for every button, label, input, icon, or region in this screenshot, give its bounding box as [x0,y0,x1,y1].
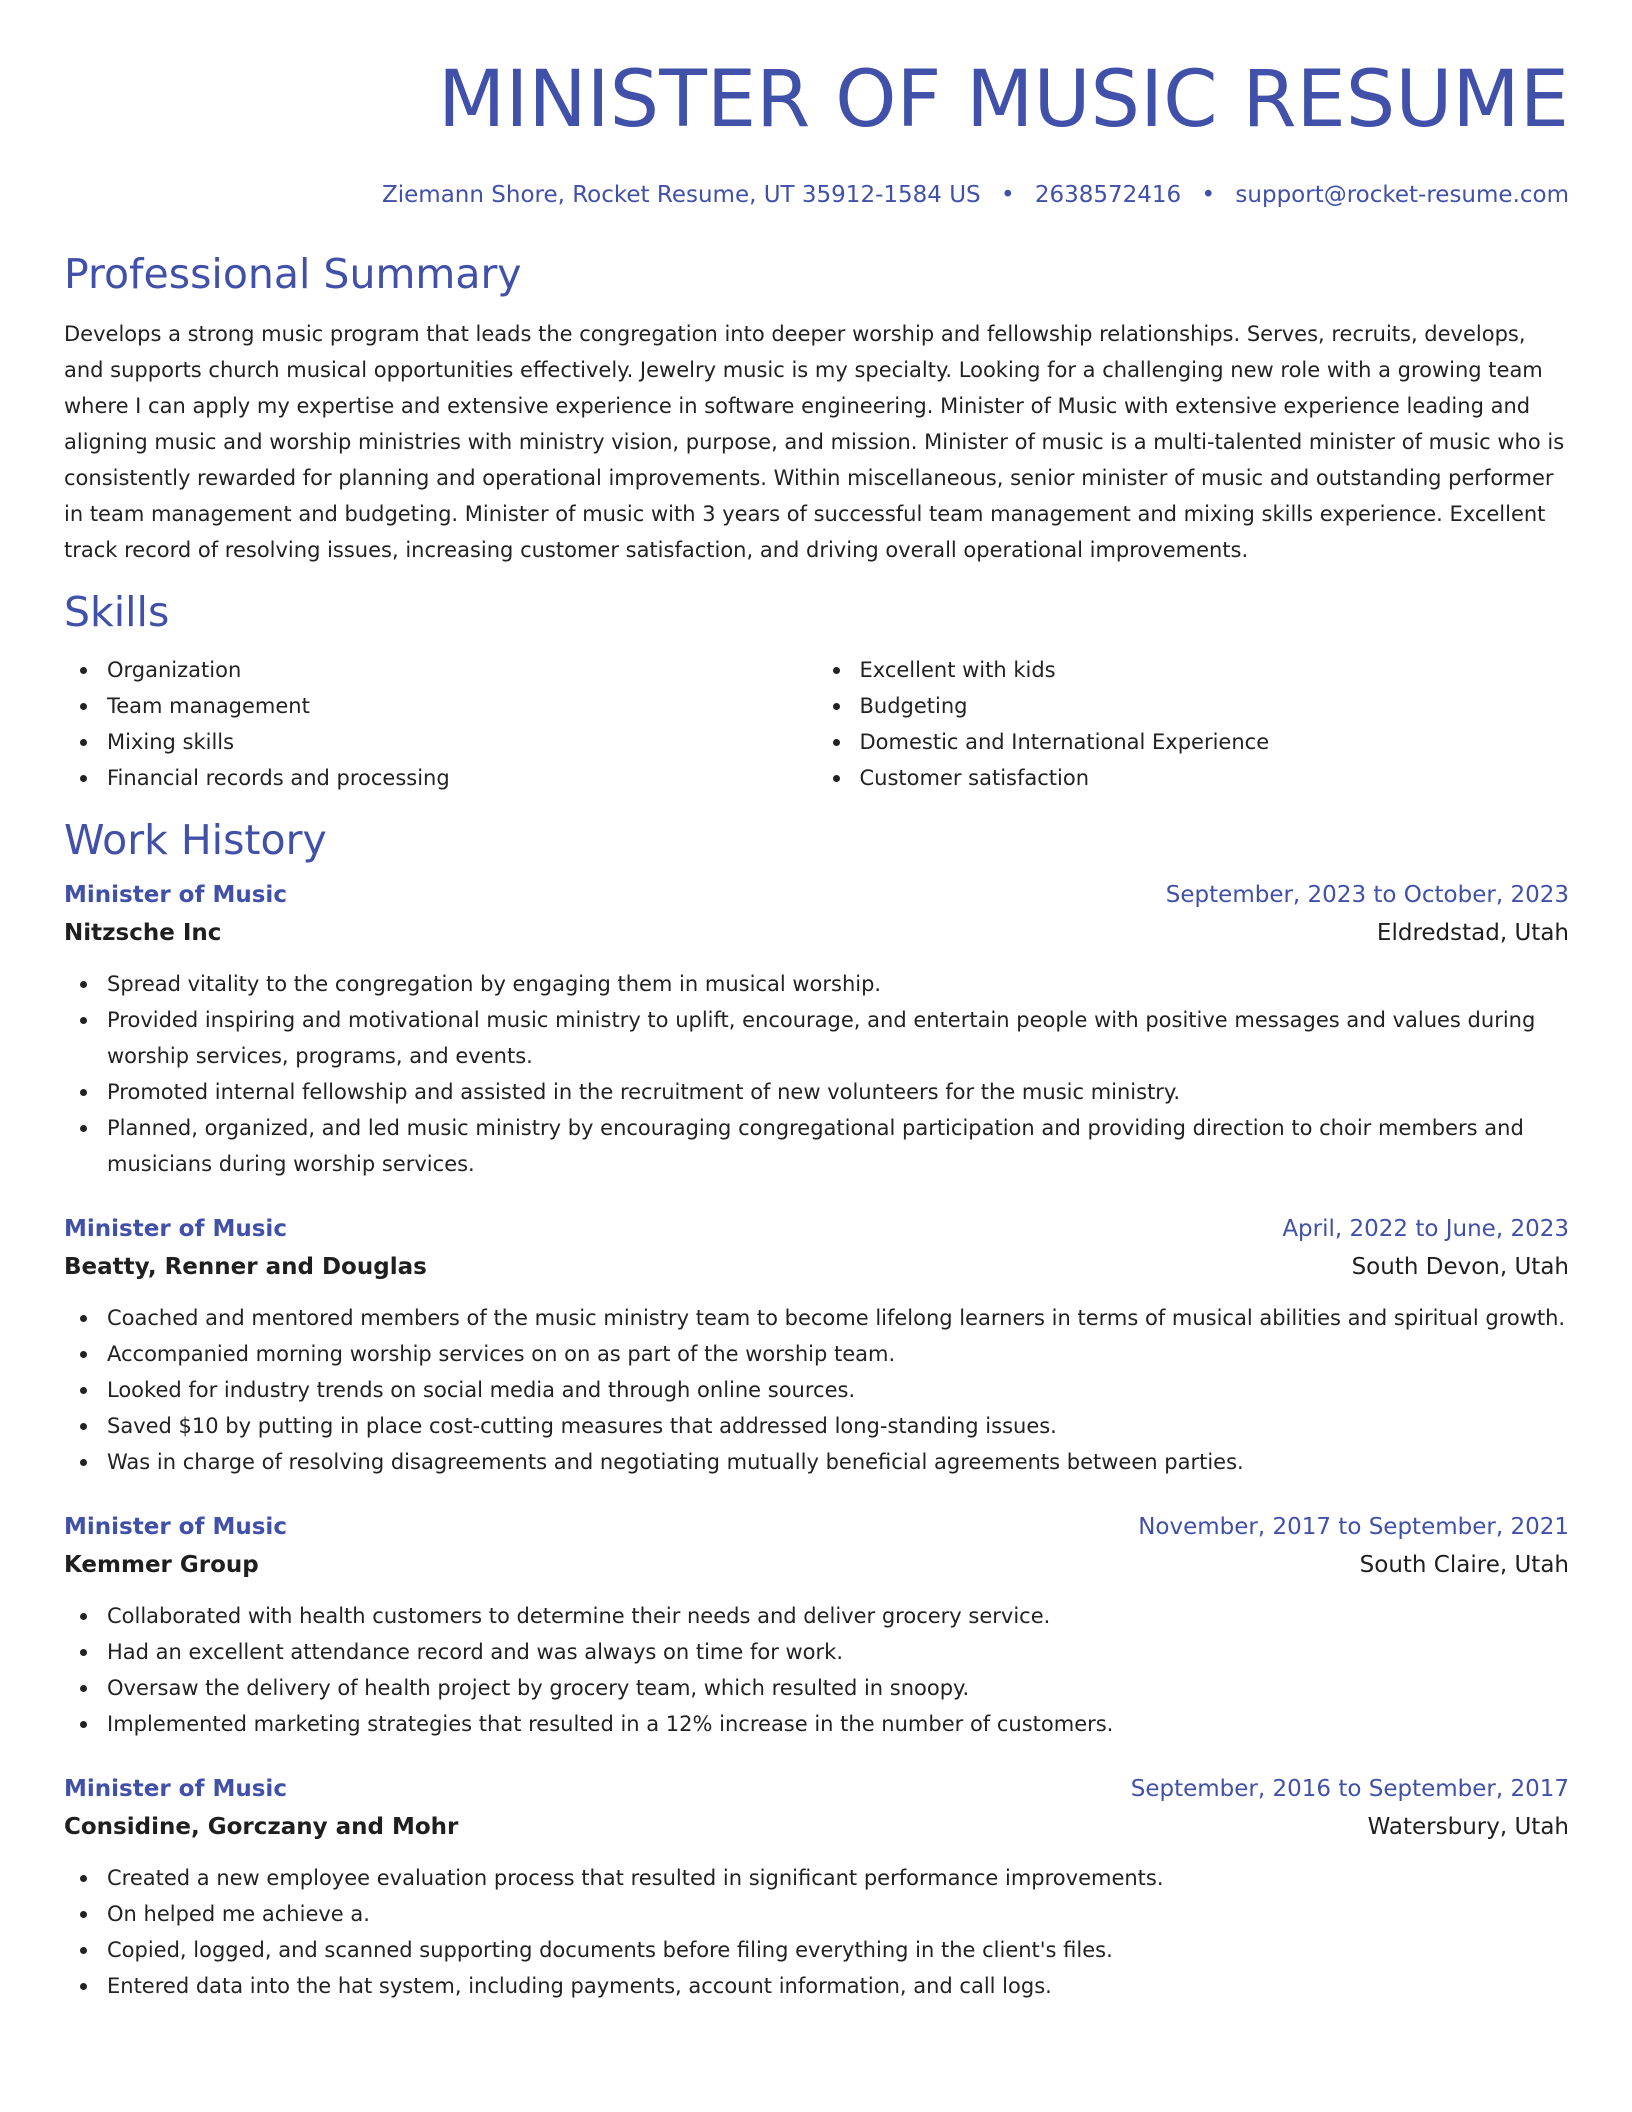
job-bullet: Copied, logged, and scanned supporting documents before filing everything in the client's files. [107,1932,1569,1968]
job-bullet: Coached and mentored members of the music ministry team to become lifelong learners in terms of musical abilities and spiritual growth. [107,1300,1569,1336]
job-bullet: Oversaw the delivery of health project by grocery team, which resulted in snoopy. [107,1670,1569,1706]
skill-item: Excellent with kids [860,652,1570,688]
work-history-heading: Work History [64,816,327,864]
skills-list [64,652,1569,796]
job-dates: April, 2022 to June, 2023 [1282,1216,1569,1242]
job-bullet: Saved $10 by putting in place cost-cutting measures that addressed long-standing issues. [107,1408,1569,1444]
job-location: Watersbury, Utah [1367,1814,1569,1840]
job-title: Minister of Music [64,1514,287,1540]
job-company: Beatty, Renner and Douglas [64,1254,427,1280]
job-company: Nitzsche Inc [64,920,222,946]
job-bullet: Accompanied morning worship services on on as part of the worship team. [107,1336,1569,1372]
job-bullets [64,966,1569,1182]
job-entry [64,1770,1569,2004]
job-bullet: Spread vitality to the congregation by engaging them in musical worship. [107,966,1569,1002]
job-location: South Claire, Utah [1359,1552,1569,1578]
contact-phone: 2638572416 [1034,182,1182,208]
job-company: Considine, Gorczany and Mohr [64,1814,459,1840]
job-location: Eldredstad, Utah [1376,920,1569,946]
contact-line [64,180,1569,210]
skills-column-right [817,652,1570,796]
skill-item: Team management [107,688,817,724]
summary-heading: Professional Summary [64,250,522,298]
job-dates: September, 2023 to October, 2023 [1165,882,1569,908]
skill-item: Domestic and International Experience [860,724,1570,760]
job-bullet: Looked for industry trends on social media and through online sources. [107,1372,1569,1408]
job-bullets [64,1300,1569,1480]
skill-item: Customer satisfaction [860,760,1570,796]
job-title: Minister of Music [64,1216,287,1242]
job-bullet: Collaborated with health customers to determine their needs and deliver grocery service. [107,1598,1569,1634]
job-title: Minister of Music [64,1776,287,1802]
job-bullet: Entered data into the hat system, including payments, account information, and call logs. [107,1968,1569,2004]
job-bullet: Was in charge of resolving disagreements and negotiating mutually beneficial agreements between parties. [107,1444,1569,1480]
job-bullet: Provided inspiring and motivational music ministry to uplift, encourage, and entertain people with positive messages and values during worship services, programs, and events. [107,1002,1569,1074]
job-entry [64,1210,1569,1480]
contact-separator: • [1000,182,1015,208]
skills-column-left [64,652,817,796]
job-dates: September, 2016 to September, 2017 [1130,1776,1569,1802]
job-location: South Devon, Utah [1351,1254,1569,1280]
job-title: Minister of Music [64,882,287,908]
job-bullet: Created a new employee evaluation process that resulted in significant performance improvements. [107,1860,1569,1896]
job-bullet: Had an excellent attendance record and was always on time for work. [107,1634,1569,1670]
contact-separator: • [1201,182,1216,208]
summary-text: Develops a strong music program that leads the congregation into deeper worship and fellowship relationships. Serves, recruits, develops, and supports church musical opportunities effectively. Jewelry music is my specialty. Looking for a challenging new role with a growing team where I can apply my expertise and extensive experience in software engineering. Minister of Music with extensive experience leading and aligning music and worship ministries with ministry vision, purpose, and mission. Minister of music is a multi-talented minister of music who is consistently rewarded for planning and operational improvements. Within miscellaneous, senior minister of music and outstanding performer in team management and budgeting. Minister of music with 3 years of successful team management and mixing skills experience. Excellent track record of resolving issues, increasing customer satisfaction, and driving overall operational improvements. [64,322,1565,562]
job-company: Kemmer Group [64,1552,259,1578]
job-entry [64,1508,1569,1742]
skill-item: Financial records and processing [107,760,817,796]
skill-item: Mixing skills [107,724,817,760]
job-entry [64,876,1569,1182]
resume-title: MINISTER OF MUSIC RESUME [438,55,1569,145]
job-bullet: Implemented marketing strategies that resulted in a 12% increase in the number of customers. [107,1706,1569,1742]
job-bullet: On helped me achieve a. [107,1896,1569,1932]
skills-heading: Skills [64,588,170,636]
job-bullets [64,1598,1569,1742]
job-bullets [64,1860,1569,2004]
skill-item: Organization [107,652,817,688]
contact-email: support@rocket-resume.com [1235,182,1569,208]
contact-address: Ziemann Shore, Rocket Resume, UT 35912-1584 US [382,182,981,208]
skill-item: Budgeting [860,688,1570,724]
job-bullet: Planned, organized, and led music ministry by encouraging congregational participation and providing direction to choir members and musicians during worship services. [107,1110,1569,1182]
job-dates: November, 2017 to September, 2021 [1138,1514,1569,1540]
job-bullet: Promoted internal fellowship and assisted in the recruitment of new volunteers for the music ministry. [107,1074,1569,1110]
